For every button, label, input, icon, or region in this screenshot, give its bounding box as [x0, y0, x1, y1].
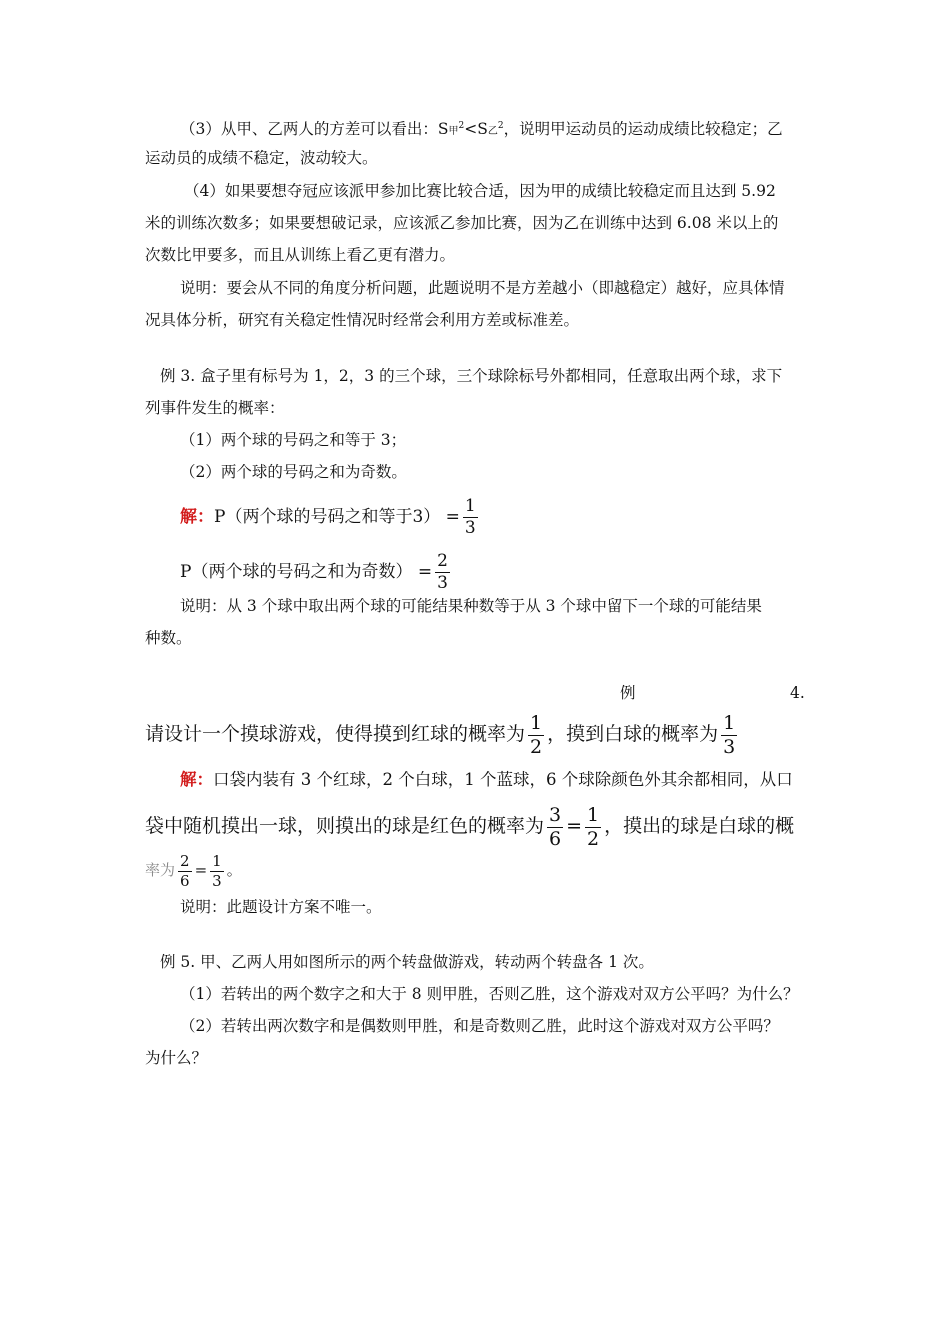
ex4-question: [145, 712, 740, 757]
fraction-numerator: 2: [437, 551, 448, 571]
ex4-solution-fraction-3: [178, 851, 192, 890]
ex4-solution-text-2b: ，摸出的球是白球的概: [604, 815, 795, 837]
fraction-denominator: 6: [180, 871, 190, 890]
ex4-solution-fraction-2: [585, 803, 601, 850]
fraction-denominator: 3: [464, 518, 476, 538]
p3-line1: [180, 115, 783, 143]
p3-text-post: ，说明甲运动员的运动成绩比较稳定；乙: [503, 120, 783, 139]
fraction-denominator: 3: [437, 573, 448, 593]
ex3-answer-2-text: P（两个球的号码之和为奇数） =: [180, 562, 433, 582]
ex4-solution-line2: [145, 804, 794, 849]
fraction-numerator: 1: [530, 711, 543, 734]
fraction-numerator: 1: [212, 851, 222, 870]
ex4-label-a: 例: [620, 684, 636, 702]
fraction-denominator: 3: [212, 871, 222, 890]
p3-line2: 运动员的成绩不稳定，波动较大。: [145, 149, 378, 167]
equals-sign: =: [566, 815, 583, 837]
note1-line1: 说明：要会从不同的角度分析问题，此题说明不是方差越小（即越稳定）越好，应具体情: [180, 279, 785, 297]
p3-text-pre: （3）从甲、乙两人的方差可以看出：S: [180, 120, 449, 139]
ex3-answer-1-text: P（两个球的号码之和等于3） =: [214, 507, 460, 527]
fraction-numerator: 1: [587, 803, 600, 826]
fraction-numerator: 2: [180, 851, 190, 870]
ex3-question-1: （1）两个球的号码之和等于 3；: [180, 431, 407, 449]
p4-line1: （4）如果要想夺冠应该派甲参加比赛比较合适，因为甲的成绩比较稳定而且达到 5.92: [184, 182, 776, 200]
ex3-answer-1-fraction: [463, 498, 478, 537]
ex4-question-text-2: ，摸到白球的概率为: [547, 723, 719, 745]
ex3-line2: 列事件发生的概率：: [145, 399, 285, 417]
p3-less-than: <S: [464, 120, 488, 139]
ex5-question-2-tail: 为什么？: [145, 1049, 208, 1067]
ex4-solution-text-3a: 率为: [145, 861, 176, 879]
p3-subscript-yi: 乙: [487, 126, 498, 138]
p4-line2: 米的训练次数多；如果要想破记录，应该派乙参加比赛，因为乙在训练中达到 6.08 米以上的: [145, 214, 779, 232]
ex4-solution-line3: [145, 852, 242, 889]
ex3-answer-2-fraction: [435, 553, 450, 592]
p3-subscript-jia: 甲: [448, 126, 459, 138]
fraction-denominator: 3: [723, 735, 736, 758]
ex4-solution-label: 解：: [180, 770, 213, 789]
ex3-question-2: （2）两个球的号码之和为奇数。: [180, 463, 407, 481]
ex3-note-line2: 种数。: [145, 629, 192, 647]
ex4-solution-fraction-1: [547, 803, 563, 850]
equals-sign: =: [194, 861, 208, 879]
ex4-note: 说明：此题设计方案不唯一。: [180, 898, 382, 916]
p4-line3: 次数比甲要多，而且从训练上看乙更有潜力。: [145, 246, 456, 264]
ex4-solution-line1: [180, 769, 793, 791]
ex5-question-2: （2）若转出两次数字和是偶数则甲胜，和是奇数则乙胜，此时这个游戏对双方公平吗？: [180, 1017, 779, 1035]
ex3-answer-2: [180, 553, 453, 592]
fraction-denominator: 2: [587, 827, 600, 850]
ex5-question-1: （1）若转出的两个数字之和大于 8 则甲胜，否则乙胜，这个游戏对双方公平吗？为什么？: [180, 985, 799, 1003]
ex4-question-fraction-2: [721, 711, 737, 758]
ex3-answer-1: [180, 498, 481, 537]
fraction-denominator: 2: [530, 735, 543, 758]
ex5-line1: 例 5. 甲、乙两人用如图所示的两个转盘做游戏，转动两个转盘各 1 次。: [160, 953, 654, 971]
ex4-solution-fraction-4: [210, 851, 224, 890]
fraction-numerator: 1: [464, 496, 476, 516]
ex4-solution-text-1: 口袋内装有 3 个红球，2 个白球，1 个蓝球，6 个球除颜色外其余都相同，从口: [213, 770, 793, 789]
ex3-solution-label: 解：: [180, 507, 214, 527]
fraction-denominator: 6: [549, 827, 562, 850]
ex4-label-b: 4.: [790, 684, 805, 702]
p3-square-2: 2: [497, 121, 504, 131]
ex4-solution-end: 。: [226, 861, 242, 879]
ex3-line1: 例 3. 盒子里有标号为 1，2，3 的三个球，三个球除标号外都相同，任意取出两个球，求下: [160, 367, 783, 385]
ex4-solution-text-2a: 袋中随机摸出一球，则摸出的球是红色的概率为: [145, 815, 545, 837]
note1-line2: 况具体分析，研究有关稳定性情况时经常会利用方差或标准差。: [145, 311, 580, 329]
ex4-question-text-1: 请设计一个摸球游戏，使得摸到红球的概率为: [145, 723, 526, 745]
ex4-question-fraction-1: [528, 711, 544, 758]
fraction-numerator: 1: [723, 711, 736, 734]
fraction-numerator: 3: [549, 803, 562, 826]
ex3-note-line1: 说明：从 3 个球中取出两个球的可能结果种数等于从 3 个球中留下一个球的可能结果: [180, 597, 762, 615]
p3-square-1: 2: [458, 121, 465, 131]
